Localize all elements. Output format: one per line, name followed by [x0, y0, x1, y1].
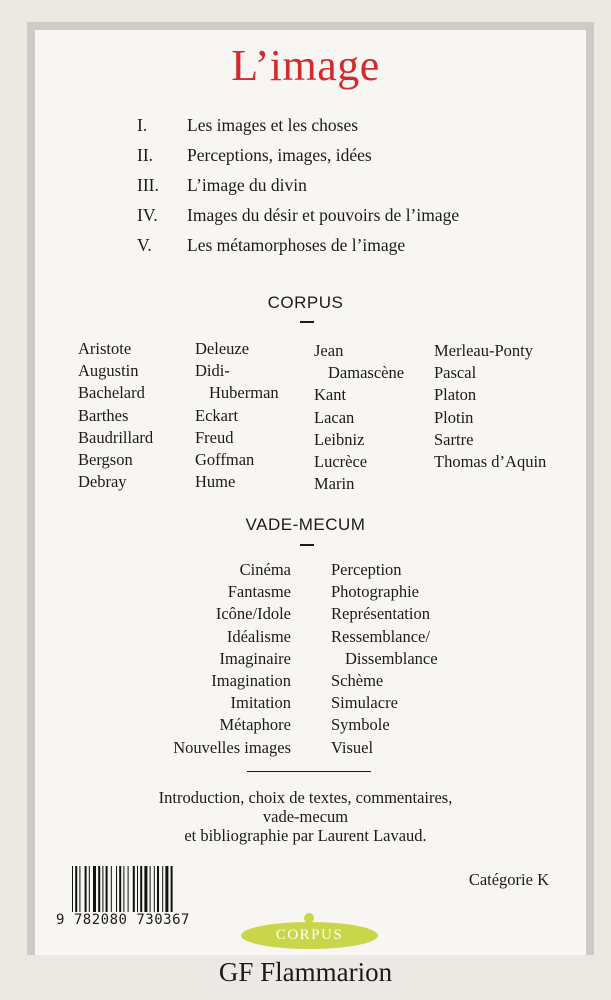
corpus-author: Lacan: [314, 407, 355, 427]
vademecum-term: Photographie: [331, 582, 419, 602]
corpus-author: Pascal: [434, 363, 477, 383]
corpus-column-2: [195, 338, 279, 493]
toc-number: III.: [137, 175, 159, 195]
toc-label: Images du désir et pouvoirs de l’image: [187, 205, 460, 225]
vademecum-term: Fantasme: [227, 582, 291, 602]
barcode-bar: [72, 866, 73, 912]
corpus-author: Bergson: [78, 449, 133, 469]
barcode-bar: [154, 866, 155, 912]
corpus-author: Damascène: [328, 363, 405, 383]
vademecum-term: Dissemblance: [345, 648, 438, 668]
vademecum-term: Représentation: [331, 604, 430, 624]
vademecum-heading-dash: [300, 544, 314, 546]
vademecum-term: Cinéma: [239, 560, 291, 579]
toc-number: II.: [137, 145, 154, 165]
vademecum-term: Imagination: [211, 670, 291, 690]
book-title: L’image: [231, 41, 380, 90]
corpus-author: Freud: [195, 427, 234, 447]
vademecum-term: Visuel: [331, 737, 374, 757]
toc-label: Les images et les choses: [187, 115, 359, 135]
vademecum-term: Idéalisme: [226, 626, 291, 646]
credits-line: vade-mecum: [262, 807, 349, 826]
barcode-bar: [102, 866, 103, 912]
corpus-author: Bachelard: [78, 383, 145, 403]
corpus-author: Augustin: [78, 361, 139, 381]
vademecum-term: Icône/Idole: [215, 604, 291, 624]
vademecum-term: Nouvelles images: [173, 737, 291, 757]
toc-number: V.: [137, 235, 152, 255]
barcode-bar: [106, 866, 108, 912]
vademecum-term: Simulacre: [331, 693, 398, 713]
corpus-author: Goffman: [195, 449, 255, 469]
toc-label: L’image du divin: [187, 175, 307, 195]
credits-line: et bibliographie par Laurent Lavaud.: [184, 826, 427, 845]
corpus-author: Barthes: [78, 405, 129, 425]
barcode-bar: [116, 866, 117, 912]
barcode-bar: [144, 866, 147, 912]
credits: [0, 788, 611, 845]
toc-number: IV.: [137, 205, 158, 225]
barcode-graphic: [70, 866, 212, 912]
toc-item: [137, 110, 459, 140]
corpus-author: Hume: [195, 472, 236, 492]
barcode-bar: [93, 866, 96, 912]
corpus-author: Debray: [78, 472, 127, 492]
barcode-bar: [150, 866, 151, 912]
corpus-author: Plotin: [434, 407, 474, 427]
corpus-author: Platon: [434, 385, 477, 405]
barcode-block: [56, 866, 212, 928]
barcode-bar: [123, 866, 124, 912]
toc-number: I.: [137, 115, 148, 135]
corpus-author: Lucrèce: [314, 451, 368, 471]
corpus-heading-dash: [300, 321, 314, 323]
corpus-logo: [241, 922, 378, 949]
toc-label: Perceptions, images, idées: [187, 145, 372, 165]
corpus-author: Deleuze: [195, 339, 250, 358]
corpus-author: Merleau-Ponty: [434, 341, 533, 360]
barcode-bar: [128, 866, 129, 912]
vademecum-term: Métaphore: [219, 715, 291, 735]
publisher-label: GF Flammarion: [211, 957, 400, 987]
toc-item: [137, 140, 459, 170]
vademecum-term: Schème: [331, 670, 384, 690]
toc-label: Les métamorphoses de l’image: [187, 235, 406, 255]
barcode-bar: [98, 866, 100, 912]
corpus-column-1: [78, 338, 153, 493]
corpus-author: Baudrillard: [78, 427, 154, 447]
barcode-bar: [79, 866, 80, 912]
barcode-bar: [162, 866, 163, 912]
barcode-bar: [75, 866, 77, 912]
isbn-number: 9 782080 730367: [56, 912, 190, 928]
corpus-author: Aristote: [78, 339, 132, 358]
corpus-author: Leibniz: [314, 429, 365, 449]
barcode-bar: [157, 866, 159, 912]
barcode-bar: [137, 866, 138, 912]
vademecum-heading: VADE-MECUM: [245, 515, 366, 534]
category-label: Catégorie K: [468, 870, 549, 889]
barcode-bar: [140, 866, 142, 912]
toc-item: [137, 170, 459, 200]
barcode-bar: [89, 866, 90, 912]
toc-item: [137, 200, 459, 230]
vademecum-column-right: [331, 559, 438, 759]
corpus-author: Eckart: [195, 405, 239, 425]
corpus-author: Kant: [314, 385, 347, 405]
logo-dot: [304, 913, 314, 923]
vademecum-column-left: [173, 559, 291, 759]
corpus-author: Huberman: [209, 383, 279, 403]
barcode-bar: [111, 866, 112, 912]
vademecum-term: Ressemblance/: [331, 626, 430, 646]
corpus-column-4: [434, 340, 546, 473]
publisher-name: [0, 955, 611, 989]
corpus-column-3: [314, 340, 404, 495]
corpus-author: Thomas d’Aquin: [434, 451, 547, 471]
vademecum-term: Imitation: [230, 693, 291, 713]
vademecum-term: Imaginaire: [219, 648, 291, 668]
separator-rule: [247, 771, 371, 772]
barcode-bar: [133, 866, 135, 912]
corpus-author: Marin: [314, 474, 355, 494]
credits-line: Introduction, choix de textes, commentaires,: [158, 788, 453, 807]
barcode-bar: [171, 866, 173, 912]
barcode-bar: [119, 866, 121, 912]
table-of-contents: [137, 110, 459, 260]
toc-item: [137, 230, 459, 260]
barcode-bar: [85, 866, 87, 912]
corpus-author: Sartre: [434, 429, 474, 449]
vademecum-term: Symbole: [331, 715, 390, 735]
barcode-bar: [165, 866, 168, 912]
corpus-heading: CORPUS: [267, 293, 344, 312]
corpus-author: Jean: [314, 341, 344, 360]
vademecum-term: Perception: [331, 560, 402, 579]
corpus-logo-label: CORPUS: [275, 927, 344, 943]
corpus-author: Didi-: [195, 361, 230, 381]
